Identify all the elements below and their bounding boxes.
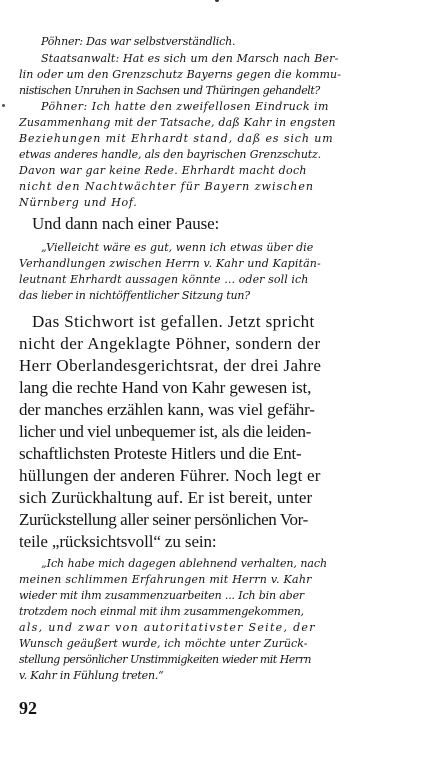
body-line: hüllungen der anderen Führer. Noch legt er (19, 466, 321, 485)
quote-line: als, und zwar von autoritativster Seite, der (19, 621, 316, 634)
testimony-line: Davon war gar keine Rede. Ehrhardt macht doch (19, 164, 307, 177)
quote-line: meinen schlimmen Erfahrungen mit Herrn v. Kahr (19, 573, 312, 586)
quote-line: wieder mit ihm zusammenzuarbeiten ... Ich bin aber (19, 589, 305, 602)
testimony-line: Beziehungen mit Ehrhardt stand, daß es sich um (19, 132, 334, 145)
testimony-line: Nürnberg und Hof. (19, 196, 138, 209)
body-line: nicht der Angeklagte Pöhner, sondern der (19, 334, 321, 353)
testimony-line: lin oder um den Grenzschutz Bayerns gegen die kommu- (19, 68, 342, 81)
quote-line: Wunsch geäußert wurde, ich möchte unter Zurück- (19, 637, 308, 650)
body-line: der manches erzählen kann, was viel gefähr- (19, 400, 315, 419)
body-line: sich Zurückhaltung auf. Er ist bereit, unter (19, 488, 313, 507)
quote-line: stellung persönlicher Unstimmigkeiten wieder mit Herrn (19, 653, 311, 666)
testimony-line: Zusammenhang mit der Tatsache, daß Kahr in engsten (19, 116, 336, 129)
testimony-line: Staatsanwalt: Hat es sich um den Marsch nach Ber- (41, 52, 339, 65)
pause-line: Und dann nach einer Pause: (32, 214, 220, 233)
body-line: licher und viel unbequemer ist, als die leiden- (19, 422, 311, 441)
body-line: lang die rechte Hand von Kahr gewesen ist, (19, 378, 312, 397)
quote-line: Verhandlungen zwischen Herrn v. Kahr und Kapitän- (19, 257, 321, 270)
quote-line: trotzdem noch einmal mit ihm zusammengekommen, (19, 605, 304, 618)
body-line: schaftlichsten Proteste Hitlers und die Ent- (19, 444, 302, 463)
testimony-line: Pöhner: Ich hatte den zweifellosen Eindruck im (41, 100, 329, 113)
body-line: teile „rücksichtsvoll“ zu sein: (19, 532, 217, 551)
ink-speck (2, 104, 5, 107)
body-line: Das Stichwort ist gefallen. Jetzt spricht (32, 312, 315, 331)
testimony-line: etwas anderes handle, als den bayrischen Grenzschutz. (19, 148, 322, 161)
quote-line: das lieber in nichtöffentlicher Sitzung tun? (19, 289, 250, 302)
testimony-line: Pöhner: Das war selbstverständlich. (41, 35, 236, 48)
testimony-line: nicht den Nachtwächter für Bayern zwischen (19, 180, 314, 193)
testimony-line: nistischen Unruhen in Sachsen und Thüringen gehandelt? (19, 84, 320, 97)
quote-line: „Ich habe mich dagegen ablehnend verhalten, nach (41, 557, 328, 570)
body-line: Herr Oberlandesgerichtsrat, der drei Jahre (19, 356, 322, 375)
page-number: 92 (19, 698, 37, 718)
body-line: Zurückstellung aller seiner persönlichen Vor- (19, 510, 308, 529)
quote-line: „Vielleicht wäre es gut, wenn ich etwas über die (41, 241, 314, 254)
quote-line: leutnant Ehrhardt aussagen könnte ... oder soll ich (19, 273, 309, 286)
ink-speck (215, 0, 219, 2)
quote-line: v. Kahr in Fühlung treten.“ (19, 669, 164, 682)
